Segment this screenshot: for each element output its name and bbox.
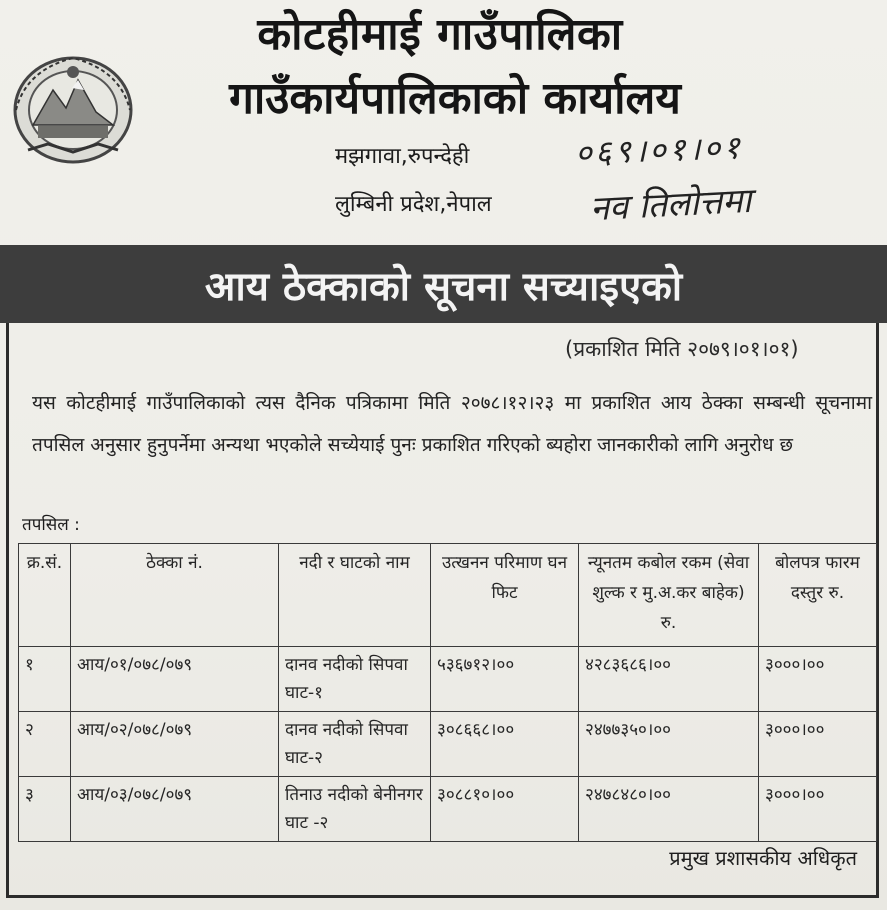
header-minimum-bid: न्यूनतम कबोल रकम (सेवा शुल्क र मु.अ.कर बाहेक) रु. [579,544,759,647]
notice-body: यस कोटहीमाई गाउँपालिकाको त्यस दैनिक पत्रिकामा मिति २०७८।१२।२३ मा प्रकाशित आय ठेक्का सम्बन्धी सूचनामा तपसिल अनुसार हुनुपर्नेमा अन्यथा भएकोले सच्येयाई पुनः प्रकाशित गरिएको ब्यहोरा जानकारीको लागि अनुरोध छ [32,392,872,456]
cell-serial: ३ [19,777,71,842]
cell-serial: १ [19,647,71,712]
cell-minimum-bid: २४७७३५०।०० [579,712,759,777]
published-date: (प्रकाशित मिति २०७९।०१।०१) [565,337,799,361]
header-quantity: उत्खनन परिमाण घन फिट [431,544,579,647]
municipality-emblem-icon [8,50,138,170]
cell-serial: २ [19,712,71,777]
office-name: गाउँकार्यपालिकाको कार्यालय [229,73,681,124]
municipality-name: कोटहीमाई गाउँपालिका [257,9,623,60]
signatory-title: प्रमुख प्रशासकीय अधिकृत [669,846,857,870]
cell-form-fee: ३०००।०० [759,777,877,842]
cell-contract-no: आय/०१/०७८/०७९ [71,647,279,712]
cell-contract-no: आय/०२/०७८/०७९ [71,712,279,777]
table-header-row [19,544,877,647]
cell-contract-no: आय/०३/०७८/०७९ [71,777,279,842]
address-district: मझगावा,रुपन्देही [335,144,470,169]
cell-quantity: ३०८६६८।०० [431,712,579,777]
handwritten-newspaper-note: नव तिलोत्तमा [589,180,753,230]
header-river-ghat: नदी र घाटको नाम [279,544,431,647]
contract-table [18,543,877,842]
notice-title: आय ठेक्काको सूचना सच्याइएको [204,263,683,310]
table-row [19,777,877,842]
header-contract-no: ठेक्का नं. [71,544,279,647]
cell-minimum-bid: २४७८४८०।०० [579,777,759,842]
cell-river-ghat: दानव नदीको सिपवा घाट-२ [279,712,431,777]
cell-river-ghat: तिनाउ नदीको बेनीनगर घाट -२ [279,777,431,842]
cell-river-ghat: दानव नदीको सिपवा घाट-१ [279,647,431,712]
table-row [19,647,877,712]
cell-form-fee: ३०००।०० [759,712,877,777]
cell-minimum-bid: ४२८३६८६।०० [579,647,759,712]
cell-quantity: ३०८८१०।०० [431,777,579,842]
header-serial: क्र.सं. [19,544,71,647]
address-province: लुम्बिनी प्रदेश,नेपाल [335,192,492,217]
table-row [19,712,877,777]
header-form-fee: बोलपत्र फारम दस्तुर रु. [759,544,877,647]
notice-banner [0,245,887,323]
schedule-label: तपसिल : [22,515,80,535]
cell-form-fee: ३०००।०० [759,647,877,712]
cell-quantity: ५३६७१२।०० [431,647,579,712]
handwritten-reference: ०६९।०१।०१ [574,128,744,172]
